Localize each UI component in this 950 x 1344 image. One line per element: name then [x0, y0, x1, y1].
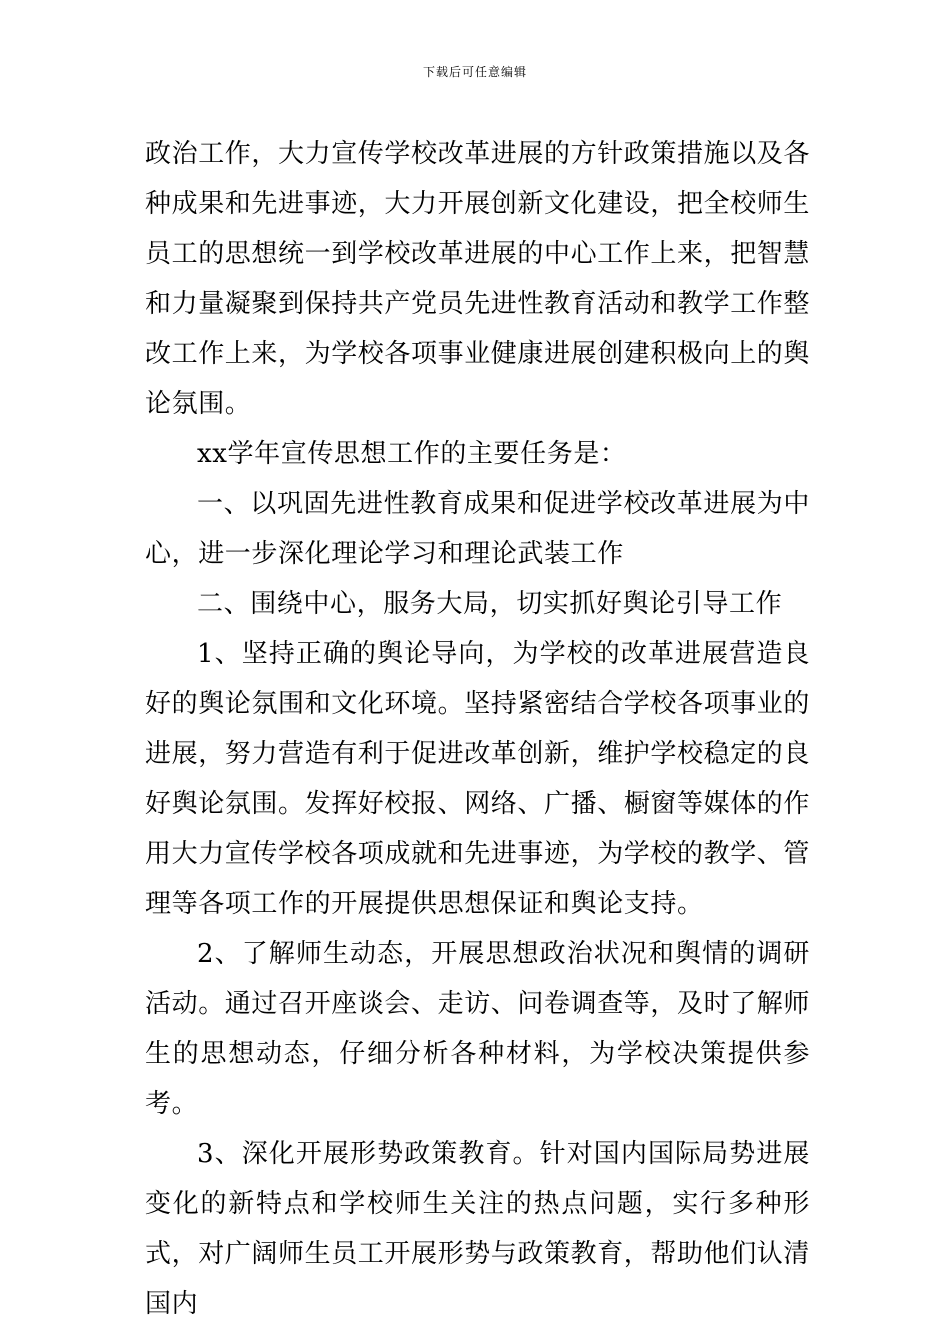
paragraph-3: 一、以巩固先进性教育成果和促进学校改革进展为中心，进一步深化理论学习和理论武装工作 — [145, 489, 810, 569]
paragraph-6: 2、了解师生动态，开展思想政治状况和舆情的调研活动。通过召开座谈会、走访、问卷调查等，及时了解师生的思想动态，仔细分析各种材料，为学校决策提供参考。 — [145, 939, 811, 1119]
paragraph-5: 1、坚持正确的舆论导向，为学校的改革进展营造良好的舆论氛围和文化环境。坚持紧密结合学校各项事业的进展，努力营造有利于促进改革创新，维护学校稳定的良好舆论氛围。发挥好校报、网络、广播、橱窗等媒体的作用大力宣传学校各项成就和先进事迹，为学校的教学、管理等各项工作的开展提供思想保证和舆论支持。 — [145, 639, 811, 919]
page-header: 下载后可任意编辑 — [422, 65, 527, 79]
paragraph-2: xx学年宣传思想工作的主要任务是： — [197, 439, 627, 469]
paragraph-4: 二、围绕中心，服务大局，切实抓好舆论引导工作 — [197, 589, 783, 619]
document-body — [145, 129, 810, 1329]
paragraph-1: 政治工作，大力宣传学校改革进展的方针政策措施以及各种成果和先进事迹，大力开展创新文化建设，把全校师生员工的思想统一到学校改革进展的中心工作上来，把智慧和力量凝聚到保持共产党员先进性教育活动和教学工作整改工作上来，为学校各项事业健康进展创建积极向上的舆论氛围。 — [145, 139, 811, 419]
paragraph-7: 3、深化开展形势政策教育。针对国内国际局势进展变化的新特点和学校师生关注的热点问题，实行多种形式，对广阔师生员工开展形势与政策教育，帮助他们认清国内 — [145, 1139, 811, 1319]
